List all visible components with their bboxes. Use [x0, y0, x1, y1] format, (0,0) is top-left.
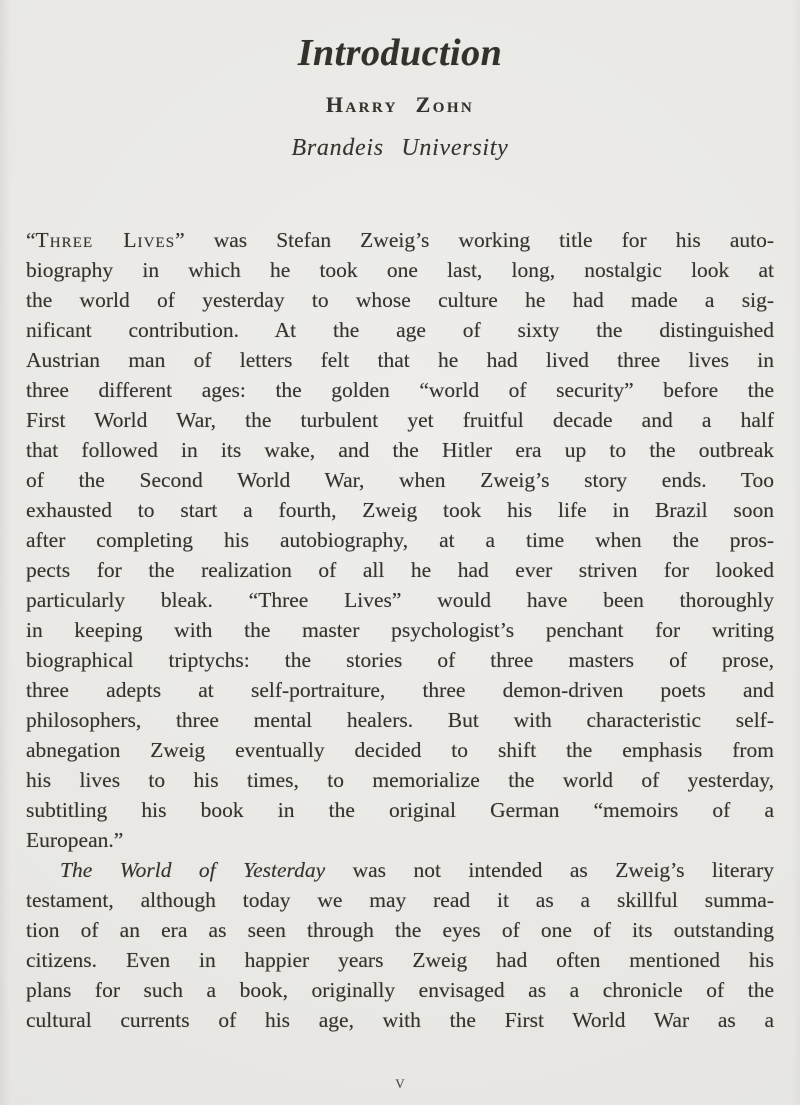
text-line: [26, 975, 774, 1005]
text-line: [26, 615, 774, 645]
text-segment: three different ages: the golden “world of security” before the: [26, 378, 774, 402]
text-line: [26, 495, 774, 525]
text-line: [26, 285, 774, 315]
text-line: [26, 855, 774, 885]
text-segment: was not intended as Zweig’s literary: [325, 858, 774, 882]
text-line: [26, 345, 774, 375]
text-segment: pects for the realization of all he had ever striven for looked: [26, 558, 774, 582]
text-line: [26, 645, 774, 675]
text-segment: biography in which he took one last, long, nostalgic look at: [26, 258, 774, 282]
text-segment: nificant contribution. At the age of sixty the distinguished: [26, 318, 774, 342]
text-segment: The World of Yesterday: [60, 858, 326, 882]
text-segment: the world of yesterday to whose culture he had made a sig-: [26, 288, 774, 312]
text-line: [26, 825, 774, 855]
text-segment: citizens. Even in happier years Zweig had often mentioned his: [26, 948, 774, 972]
text-line: [26, 705, 774, 735]
text-segment: cultural currents of his age, with the First World War as a: [26, 1008, 774, 1032]
text-segment: testament, although today we may read it as a skillful summa-: [26, 888, 774, 912]
text-segment: plans for such a book, originally envisaged as a chronicle of the: [26, 978, 774, 1002]
paragraph: [26, 855, 774, 1035]
text-line: [26, 525, 774, 555]
text-segment: biographical triptychs: the stories of three masters of prose,: [26, 648, 774, 672]
text-line: [26, 885, 774, 915]
text-segment: ” was Stefan Zweig’s working title for his auto-: [175, 228, 774, 252]
text-segment: that followed in its wake, and the Hitler era up to the outbreak: [26, 438, 774, 462]
text-line: [26, 795, 774, 825]
page-title: Introduction: [297, 32, 503, 74]
text-segment: First World War, the turbulent yet fruitful decade and a half: [26, 408, 774, 432]
text-segment: tion of an era as seen through the eyes of one of its outstanding: [26, 918, 774, 942]
text-segment: exhausted to start a fourth, Zweig took his life in Brazil soon: [26, 498, 774, 522]
text-segment: abnegation Zweig eventually decided to shift the emphasis from: [26, 738, 774, 762]
text-line: [26, 735, 774, 765]
author-name: Harry Zohn: [325, 92, 475, 117]
paragraph: [26, 225, 774, 855]
text-line: [26, 255, 774, 285]
page-number: v: [395, 1072, 405, 1093]
body-text: [26, 225, 774, 1035]
text-line: [26, 585, 774, 615]
text-line: [26, 675, 774, 705]
text-segment: in keeping with the master psychologist’s penchant for writing: [26, 618, 774, 642]
text-segment: three adepts at self-portraiture, three demon-driven poets and: [26, 678, 774, 702]
text-segment: particularly bleak. “Three Lives” would have been thoroughly: [26, 588, 774, 612]
text-line: [26, 555, 774, 585]
text-line: [26, 765, 774, 795]
text-segment: European.”: [26, 828, 124, 852]
author-affiliation: Brandeis University: [291, 135, 509, 161]
page-header: [0, 0, 800, 162]
text-segment: his lives to his times, to memorialize the world of yesterday,: [26, 768, 774, 792]
text-segment: Austrian man of letters felt that he had lived three lives in: [26, 348, 774, 372]
text-line: [26, 405, 774, 435]
text-line: [26, 465, 774, 495]
text-segment: subtitling his book in the original German “memoirs of a: [26, 798, 774, 822]
text-segment: after completing his autobiography, at a time when the pros-: [26, 528, 774, 552]
text-line: [26, 915, 774, 945]
text-line: [26, 375, 774, 405]
text-segment: of the Second World War, when Zweig’s story ends. Too: [26, 468, 774, 492]
text-line: [26, 945, 774, 975]
text-line: [26, 435, 774, 465]
text-segment: philosophers, three mental healers. But with characteristic self-: [26, 708, 774, 732]
text-line: [26, 1005, 774, 1035]
text-line: [26, 315, 774, 345]
text-line: [26, 225, 774, 255]
text-segment: Three Lives: [35, 228, 176, 252]
text-segment: “: [26, 228, 36, 252]
